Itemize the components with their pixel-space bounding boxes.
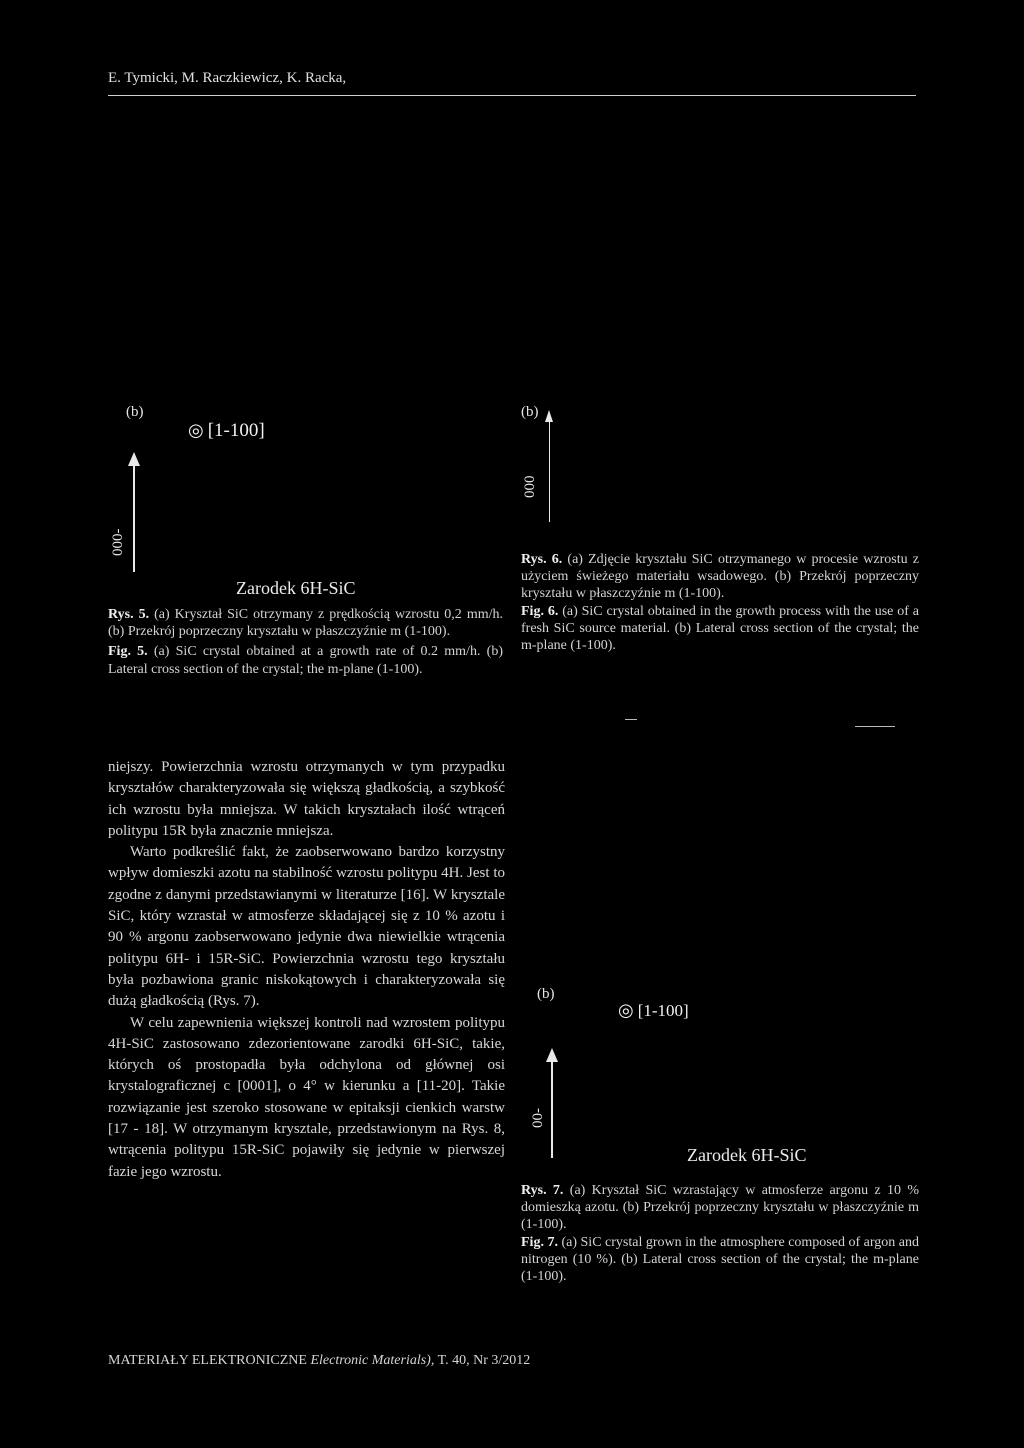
fig6-axis-line — [549, 422, 550, 522]
fig5-direction: ◎ [1-100] — [188, 420, 265, 441]
fig5-caption: Rys. 5. (a) Kryształ SiC otrzymany z prędkością wzrostu 0,2 mm/h. (b) Przekrój poprzeczny kryształu w płaszczyźnie m (1-100). Fig. 5. (a) SiC crystal obtained at a growth rate of 0.2 mm/h. (b) Lateral cross section of the crystal; the m-plane (1-100). — [108, 607, 503, 677]
arrow-up-icon — [546, 1048, 558, 1062]
fig5-axis-label: 000- — [110, 528, 126, 556]
fig7-axis-label: 00- — [530, 1108, 546, 1128]
fig7-caption: Rys. 7. (a) Kryształ SiC wzrastający w atmosferze argonu z 10 % domieszką azotu. (b) Przekrój poprzeczny kryształu w płaszczyźnie m (1-100). Fig. 7. (a) SiC crystal grown in the atmosphere composed of argon and nitrogen (10 %). (b) Lateral cross section of the crystal; the m-plane (1-100). — [521, 1183, 919, 1285]
circle-dot-icon: ◎ — [188, 420, 204, 441]
circle-dot-icon: ◎ — [618, 1000, 634, 1021]
body-text — [108, 757, 505, 1183]
page-footer: MATERIAŁY ELEKTRONICZNE Electronic Materials), T. 40, Nr 3/2012 — [108, 1353, 531, 1368]
arrow-up-icon — [545, 410, 553, 422]
fig6-axis-label: 000 — [522, 475, 538, 498]
fig7-axis-line — [551, 1058, 553, 1158]
fig6-panel-label: (b) — [521, 404, 539, 420]
paragraph: Warto podkreślić fakt, że zaobserwowano bardzo korzystny wpływ domieszki azotu na stabilność wzrostu politypu 4H. Jest to zgodne z danymi przedstawianymi w literaturze [16]. W krysztale SiC, który wzrastał w atmosferze składającej się z 10 % azotu i 90 % argonu zaobserwowano jedynie dwa niewielkie wtrącenia politypu 6H- i 15R-SiC. Powierzchnia wzrostu tego kryształu była pozbawiona granic niskokątowych i charakteryzowała się dużą gładkością (Rys. 7). — [108, 844, 505, 1010]
scan-mark — [855, 726, 895, 727]
fig5-axis-line — [133, 462, 135, 572]
fig7-panel-label: (b) — [537, 986, 555, 1002]
header-rule — [108, 95, 916, 96]
fig5-panel-label: (b) — [126, 404, 144, 420]
fig6-caption: Rys. 6. (a) Zdjęcie kryształu SiC otrzymanego w procesie wzrostu z użyciem świeżego materiału wsadowego. (b) Przekrój poprzeczny kryształu w płaszczyźnie m (1-100). Fig. 6. (a) SiC crystal obtained in the growth process with the use of a fresh SiC source material. (b) Lateral cross section of the crystal; the m-plane (1-100). — [521, 552, 920, 654]
scan-mark — [625, 719, 637, 720]
fig7-seed-label: Zarodek 6H-SiC — [687, 1145, 807, 1165]
running-header: E. Tymicki, M. Raczkiewicz, K. Racka, — [108, 70, 347, 86]
arrow-up-icon — [128, 452, 140, 466]
fig7-direction: ◎ [1-100] — [618, 1000, 689, 1021]
fig5-seed-label: Zarodek 6H-SiC — [236, 578, 356, 598]
paragraph: niejszy. Powierzchnia wzrostu otrzymanych w tym przypadku kryształów charakteryzowała się większą gładkością, a szybkość ich wzrostu była mniejsza. W takich kryształach ilość wtrąceń politypu 15R była znacznie mniejsza. — [108, 759, 505, 839]
paragraph: W celu zapewnienia większej kontroli nad wzrostem politypu 4H-SiC zastosowano zdezorientowane zarodki 6H-SiC, takie, których oś prostopadła była odchylona od głównej osi krystalograficznej c [0001], o 4° w kierunku a [11-20]. Takie rozwiązanie jest szeroko stosowane w epitaksji cienkich warstw [17 - 18]. W otrzymanym krysztale, przedstawionym na Rys. 8, wtrącenia politypu 15R-SiC pojawiły się jedynie w pierwszej fazie jego wzrostu. — [108, 1014, 505, 1180]
